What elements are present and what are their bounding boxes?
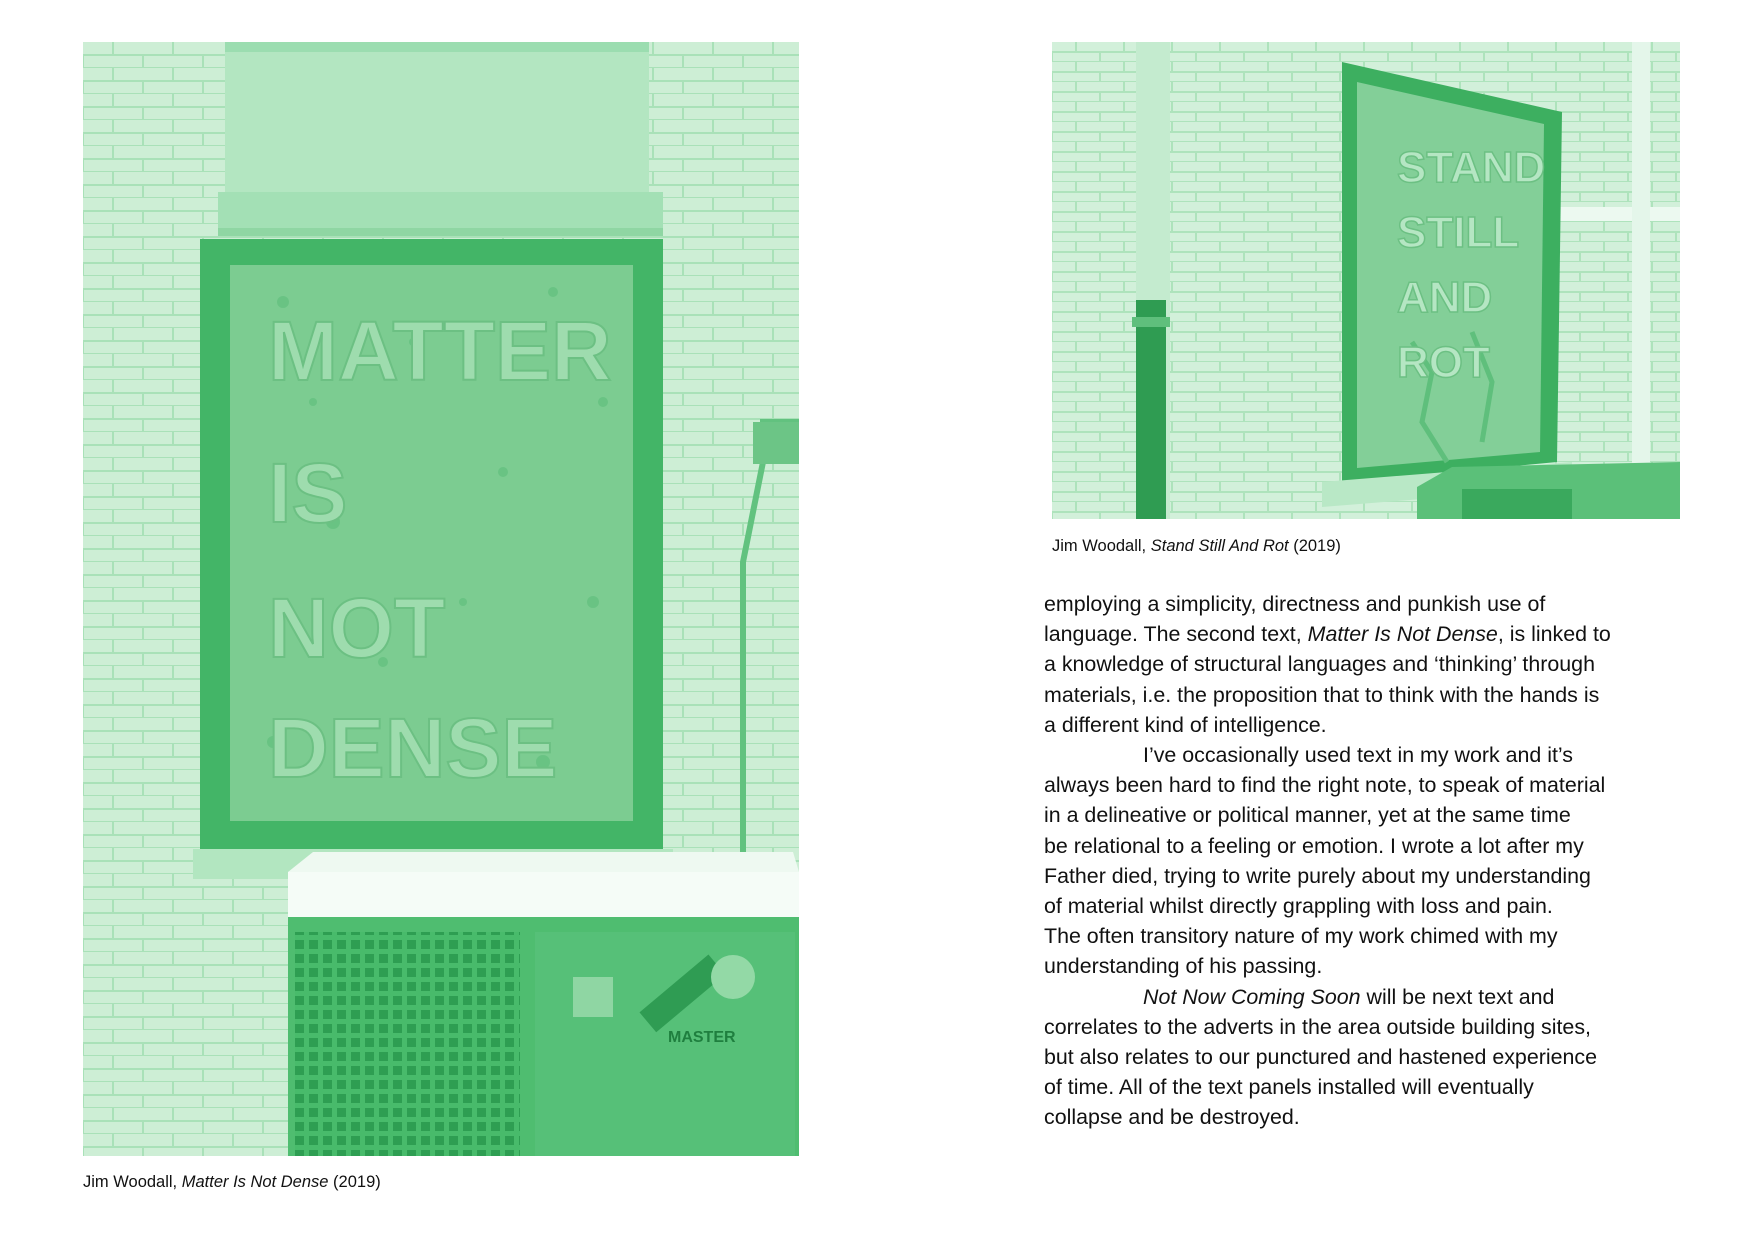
photo-matter-is-not-dense <box>83 42 799 1156</box>
stencil-line-2: IS <box>268 446 348 540</box>
body-line <box>1044 982 1684 1012</box>
photo-stand-still-and-rot <box>1052 42 1680 519</box>
caption-right <box>1052 536 1341 556</box>
body-line: be relational to a feeling or emotion. I wrote a lot after my <box>1044 833 1584 858</box>
body-line: of time. All of the text panels installed will eventually <box>1044 1075 1534 1100</box>
body-line: The often transitory nature of my work chimed with my <box>1044 924 1558 949</box>
body-line-part: will be next text and <box>1360 984 1555 1009</box>
caption-left-title: Matter Is Not Dense <box>181 1173 329 1191</box>
stencil-line-3: AND <box>1397 273 1493 322</box>
caption-right-title: Stand Still And Rot <box>1150 537 1289 555</box>
caption-left <box>83 1172 381 1192</box>
caption-left-artist: Jim Woodall, <box>83 1173 182 1191</box>
caption-left-year: (2019) <box>328 1173 381 1191</box>
body-line <box>1044 619 1684 649</box>
stencil-line-4: DENSE <box>268 701 558 795</box>
stencil-line-4: ROT <box>1397 338 1490 387</box>
stencil-line-1: STAND <box>1397 143 1546 192</box>
body-line: a knowledge of structural languages and ‘thinking’ through <box>1044 652 1595 677</box>
body-line: I’ve occasionally used text in my work and it’s <box>1143 743 1573 768</box>
stencil-line-1: MATTER <box>268 304 612 398</box>
body-text <box>1044 589 1684 1133</box>
body-line: understanding of his passing. <box>1044 954 1323 979</box>
body-line: always been hard to find the right note, to speak of material <box>1044 773 1606 798</box>
body-line: collapse and be destroyed. <box>1044 1105 1300 1130</box>
caption-right-artist: Jim Woodall, <box>1052 537 1151 555</box>
body-line: correlates to the adverts in the area outside building sites, <box>1044 1014 1591 1039</box>
unit-sticker-text: MASTER <box>668 1029 736 1046</box>
body-line: but also relates to our punctured and hastened experience <box>1044 1045 1597 1070</box>
body-line: Father died, trying to write purely about my understanding <box>1044 863 1591 888</box>
body-line: in a delineative or political manner, yet at the same time <box>1044 803 1571 828</box>
body-line-part: language. The second text, <box>1044 622 1308 647</box>
body-line-title: Not Now Coming Soon <box>1143 984 1361 1009</box>
body-line: of material whilst directly grappling with loss and pain. <box>1044 894 1553 919</box>
photo-stand-still-and-rot-image <box>1052 42 1680 519</box>
body-line: employing a simplicity, directness and punkish use of <box>1044 592 1546 616</box>
body-line: materials, i.e. the proposition that to think with the hands is <box>1044 682 1600 707</box>
stencil-line-2: STILL <box>1397 208 1520 257</box>
caption-right-year: (2019) <box>1288 537 1341 555</box>
body-line-title: Matter Is Not Dense <box>1307 622 1498 647</box>
body-line: a different kind of intelligence. <box>1044 712 1327 737</box>
stencil-line-3: NOT <box>268 581 446 675</box>
photo-matter-is-not-dense-image <box>83 42 799 1156</box>
body-line-part: , is linked to <box>1497 622 1611 647</box>
